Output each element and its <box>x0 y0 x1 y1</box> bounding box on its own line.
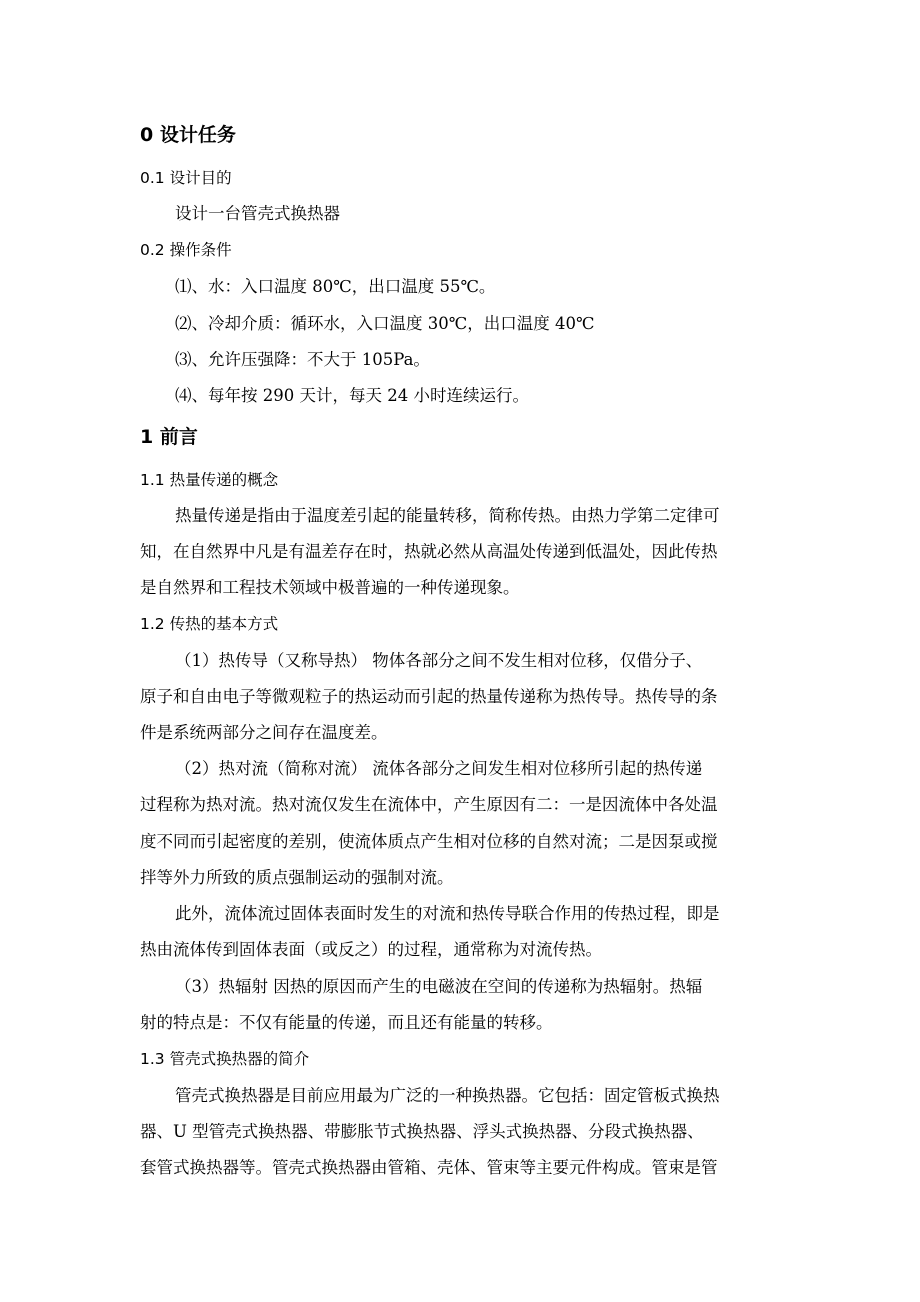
paragraph-line: 此外，流体流过固体表面时发生的对流和热传导联合作用的传热过程，即是 <box>175 904 720 923</box>
paragraph-line: 度不同而引起密度的差别，使流体质点产生相对位移的自然对流；二是因泵或搅 <box>140 832 718 851</box>
paragraph-line: 拌等外力所致的质点强制运动的强制对流。 <box>140 868 454 887</box>
condition-item: ⑷、每年按 290 天计，每天 24 小时连续运行。 <box>175 386 529 405</box>
condition-item: ⑶、允许压强降：不大于 105Pa。 <box>175 350 430 369</box>
paragraph-line: 热量传递是指由于温度差引起的能量转移，简称传热。由热力学第二定律可 <box>175 506 720 525</box>
paragraph-line: 知，在自然界中凡是有温差存在时，热就必然从高温处传递到低温处，因此传热 <box>140 542 718 561</box>
paragraph-line: 热由流体传到固体表面（或反之）的过程，通常称为对流传热。 <box>140 940 602 959</box>
paragraph-line: （3）热辐射 因热的原因而产生的电磁波在空间的传递称为热辐射。热辐 <box>175 977 703 996</box>
paragraph-line: 原子和自由电子等微观粒子的热运动而引起的热量传递称为热传导。热传导的条 <box>140 687 718 706</box>
heading-heat-transfer-concept: 1.1 热量传递的概念 <box>140 471 279 489</box>
paragraph-line: （2）热对流（简称对流） 流体各部分之间发生相对位移所引起的热传递 <box>175 759 703 778</box>
paragraph-line: 件是系统两部分之间存在温度差。 <box>140 723 388 742</box>
paragraph-line: 器、U 型管壳式换热器、带膨胀节式换热器、浮头式换热器、分段式换热器、 <box>140 1122 704 1141</box>
paragraph-line: 过程称为热对流。热对流仅发生在流体中，产生原因有二：一是因流体中各处温 <box>140 795 718 814</box>
paragraph-line: 套管式换热器等。管壳式换热器由管箱、壳体、管束等主要元件构成。管束是管 <box>140 1158 718 1177</box>
condition-item: ⑵、冷却介质：循环水，入口温度 30℃，出口温度 40℃ <box>175 314 595 333</box>
heading-design-purpose: 0.1 设计目的 <box>140 169 232 187</box>
heading-operating-conditions: 0.2 操作条件 <box>140 241 232 259</box>
heading-preface: 1 前言 <box>140 426 198 448</box>
condition-item: ⑴、水：入口温度 80℃，出口温度 55℃。 <box>175 277 496 296</box>
heading-heat-transfer-modes: 1.2 传热的基本方式 <box>140 615 279 633</box>
paragraph-line: 是自然界和工程技术领域中极普遍的一种传递现象。 <box>140 578 520 597</box>
heading-design-task: 0 设计任务 <box>140 124 236 146</box>
paragraph-line: 射的特点是：不仅有能量的传递，而且还有能量的转移。 <box>140 1013 553 1032</box>
heading-shell-tube-intro: 1.3 管壳式换热器的简介 <box>140 1050 310 1068</box>
paragraph-line: 管壳式换热器是目前应用最为广泛的一种换热器。它包括：固定管板式换热 <box>175 1086 720 1105</box>
paragraph-line: （1）热传导（又称导热） 物体各部分之间不发生相对位移，仅借分子、 <box>175 651 703 670</box>
text-design-purpose: 设计一台管壳式换热器 <box>175 204 340 223</box>
